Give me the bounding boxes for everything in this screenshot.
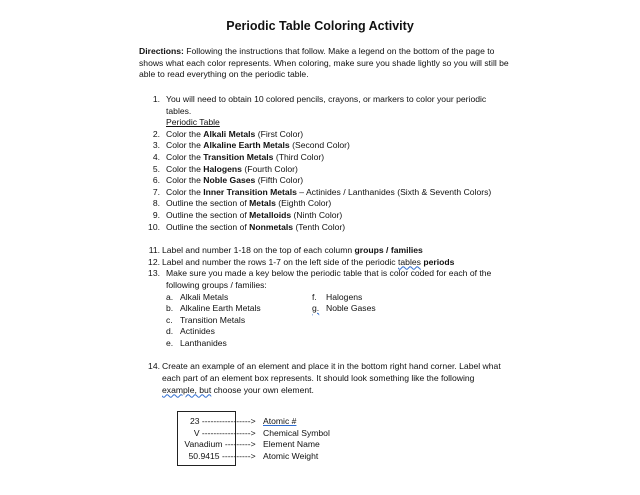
list-item: 8. Outline the section of Metals (Eighth Color) (152, 198, 332, 209)
periodic-table-label: Periodic Table (166, 117, 220, 128)
example-row: V -----------------> Chemical Symbol (193, 427, 330, 438)
list-item: 9. Outline the section of Metalloids (Ninth Color) (152, 209, 343, 220)
list-item: 1. You will need to obtain 10 colored pencils, crayons, or markers to color your periodic tables. Periodic Table (152, 94, 487, 128)
list-item: 7. Color the Inner Transition Metals – Actinides / Lanthanides (Sixth & Seventh Colors) (152, 186, 492, 197)
list-item: 4. Color the Transition Metals (Third Color) (152, 151, 325, 162)
family-item: b. Alkaline Earth Metals (166, 303, 261, 314)
list-item: 14. Create an example of an element and place it in the bottom right hand corner. Label what each part of an element box represents. It should look something like the following example, but choose your own element. (148, 361, 501, 395)
example-row: 23 -----------------> Atomic # (189, 416, 297, 426)
list-item: 3. Color the Alkaline Earth Metals (Second Color) (152, 140, 350, 151)
list-item: 6. Color the Noble Gases (Fifth Color) (152, 175, 304, 186)
list-item: 2. Color the Alkali Metals (First Color) (152, 128, 304, 139)
directions-label: Directions: (139, 46, 184, 56)
list-item: 5. Color the Halogens (Fourth Color) (152, 163, 298, 174)
families-list (166, 292, 508, 350)
instruction-list (148, 94, 508, 396)
list-item: 12. Label and number the rows 1-7 on the left side of the periodic tables periods (148, 256, 455, 267)
example-row: 50.9415 ----------> Atomic Weight (188, 450, 319, 461)
directions-paragraph (139, 46, 511, 81)
family-item: a. Alkali Metals (166, 291, 229, 302)
element-example (180, 416, 380, 462)
family-item: c. Transition Metals (166, 314, 246, 325)
list-item: 13. Make sure you made a key below the periodic table that is color coded for each of the following groups / families: (148, 268, 492, 290)
family-item: e. Lanthanides (166, 337, 227, 348)
family-item: g. Noble Gases (312, 303, 376, 314)
page-title: Periodic Table Coloring Activity (226, 19, 414, 33)
directions-text: Following the instructions that follow. Make a legend on the bottom of the page to shows what each color represents. When coloring, make sure you shade lightly so you will still be able to read everything on the periodic table. (139, 46, 509, 80)
example-row: Vanadium ---------> Element Name (184, 439, 320, 450)
family-item: f. Halogens (312, 291, 363, 302)
list-item: 11. Label and number 1-18 on the top of each column groups / families (148, 245, 423, 256)
family-item: d. Actinides (166, 326, 215, 337)
list-item: 10. Outline the section of Nonmetals (Tenth Color) (148, 221, 346, 232)
